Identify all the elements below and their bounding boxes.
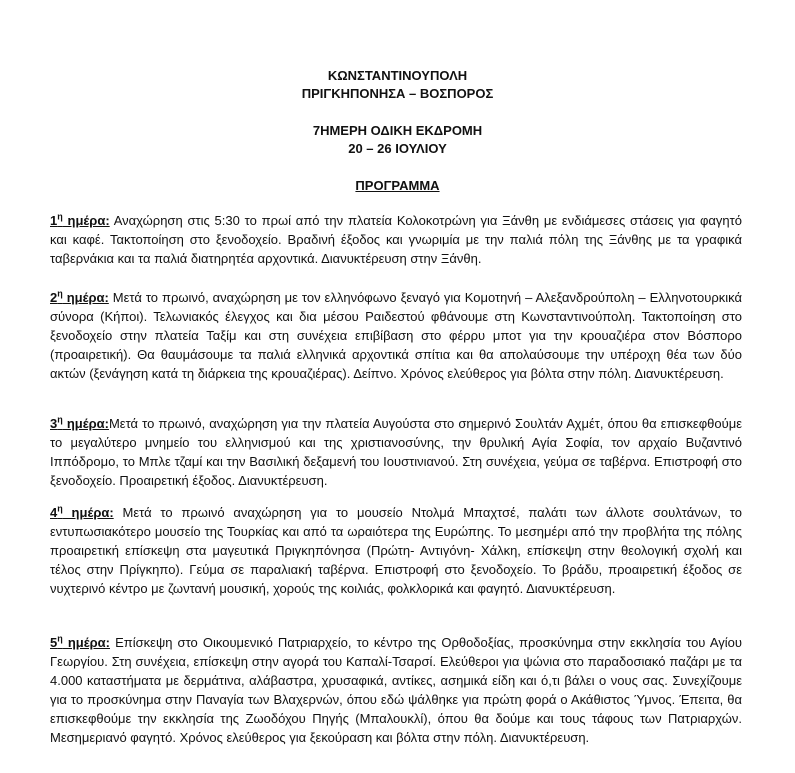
day-3-paragraph [50,414,742,490]
day-label-text: ημέρα: [62,505,114,520]
day-ordinal-suffix: η [57,211,63,222]
day-ordinal-suffix: η [57,633,63,644]
day-number: 1 [50,213,58,228]
day-number: 5 [50,635,58,650]
day-2-text: Μετά το πρωινό, αναχώρηση με τον ελληνόφωνο ξεναγό για Κομοτηνή – Αλεξανδρούπολη – Ελληνοτουρκικά σύνορα (Κήποι). Τελωνιακός έλεγχος και δια μέσου Ραιδεστού φθάνουμε στη Κωνσταντινούπολη. Τακτοποίηση στο ξενοδοχείο στην πλατεία Ταξίμ και στη συνέχεια επιβίβαση στο φέρρυ μποτ για την κρουαζιέρα στον Βόσπορο (προαιρετική). Θα θαυμάσουμε τα παλιά ελληνικά αρχοντικά σπίτια και θα απολαύσουμε την υπέροχη θέα των δύο ακτών (ξενάγηση κατά τη διάρκεια της κρουαζιέρας). Δείπνο. Χρόνος ελεύθερος για βόλτα στην πόλη. Διανυκτέρευση. [50,290,742,381]
day-1-text: Αναχώρηση στις 5:30 το πρωί από την πλατεία Κολοκοτρώνη για Ξάνθη με ενδιάμεσες στάσεις για φαγητό και καφέ. Τακτοποίηση στο ξενοδοχείο. Βραδινή έξοδος και γνωριμία με την παλιά πόλη της Ξάνθης με τα γραφικά ταβερνάκια και τα παλιά διατηρητέα αρχοντικά. Διανυκτέρευση στην Ξάνθη. [50,213,742,266]
trip-dates: 20 – 26 ΙΟΥΛΙΟΥ [348,141,447,156]
day-ordinal-suffix: η [57,288,63,299]
day-label-text: ημέρα: [62,416,109,431]
day-5-text: Επίσκεψη στο Οικουμενικό Πατριαρχείο, το κέντρο της Ορθοδοξίας, προσκύνημα στην εκκλησία του Αγίου Γεωργίου. Στη συνέχεια, επίσκεψη στην αγορά του Καπαλί-Τσαρσί. Ελεύθεροι για ψώνια στο παραδοσιακό παζάρι με τα 4.000 καταστήματα με δερμάτινα, αλάβαστρα, χρυσαφικά, αντίκες, ασημικά είδη και ό,τι βάλει ο νους σας. Συνεχίζουμε για το προσκύνημα στην Παναγία των Βλαχερνών, όπου εδώ ψάλθηκε για πρώτη φορά ο Ακάθιστος Ύμνος. Έπειτα, θα επισκεφθούμε την εκκλησία της Ζωοδόχου Πηγής (Μπαλουκλί), όπου θα δούμε και τους τάφους των Πατριαρχών. Μεσημεριανό φαγητό. Χρόνος ελεύθερος για ξεκούραση και βόλτα στην πόλη. Διανυκτέρευση. [50,635,742,745]
day-1-label [50,213,110,228]
day-3-label [50,416,109,431]
day-2-paragraph [50,288,742,383]
trip-duration-title: 7ΗΜΕΡΗ ΟΔΙΚΗ ΕΚΔΡΟΜΗ [312,123,483,138]
destination-title: ΚΩΝΣΤΑΝΤΙΝΟΥΠΟΛΗ [327,68,468,83]
day-ordinal-suffix: η [57,503,63,514]
day-label-text: ημέρα: [62,213,110,228]
program-heading: ΠΡΟΓΡΑΜΜΑ [355,178,440,193]
day-1-paragraph [50,211,742,268]
destination-subtitle: ΠΡΙΓΚΗΠΟΝΗΣΑ – ΒΟΣΠΟΡΟΣ [301,86,494,101]
day-ordinal-suffix: η [57,414,63,425]
day-number: 3 [50,416,58,431]
day-4-label [50,505,114,520]
day-3-text: Μετά το πρωινό, αναχώρηση για την πλατεία Αυγούστα στο σημερινό Σουλτάν Αχμέτ, όπου θα επισκεφθούμε το μεγαλύτερο μνημείο του ελληνισμού και της χριστιανοσύνης, την θρυλική Αγία Σοφία, τον αρχαίο Βυζαντινό Ιππόδρομο, το Μπλε τζαμί και την Βασιλική δεξαμενή του Ιουστινιανού. Στη συνέχεια, γεύμα σε ταβέρνα. Επιστροφή στο ξενοδοχείο. Προαιρετική έξοδος. Διανυκτέρευση. [50,416,742,488]
day-label-text: ημέρα: [62,635,110,650]
day-number: 2 [50,290,58,305]
day-5-label [50,635,110,650]
day-5-paragraph [50,633,742,747]
day-label-text: ημέρα: [62,290,109,305]
day-4-text: Μετά το πρωινό αναχώρηση για το μουσείο Ντολμά Μπαχτσέ, παλάτι των άλλοτε σουλτάνων, το εντυπωσιακότερο μουσείο της Τουρκίας και από τα ωραιότερα της Ευρώπης. Το μεσημέρι από την προβλήτα της πόλης προαιρετική επίσκεψη στα μαγευτικά Πριγκηπόνησα (Πρώτη- Αντιγόνη- Χάλκη, επίσκεψη στην θεολογική σχολή και τέλος στην Πρίγκηπο). Γεύμα σε παραλιακή ταβέρνα. Επιστροφή στο ξενοδοχείο. Το βράδυ, προαιρετική έξοδος σε νυχτερινό κέντρο με ζωντανή μουσική, χορούς της κοιλιάς, φολκλορικά και φαγητό. Διανυκτέρευση. [50,505,742,596]
day-number: 4 [50,505,58,520]
day-2-label [50,290,109,305]
day-4-paragraph [50,503,742,598]
